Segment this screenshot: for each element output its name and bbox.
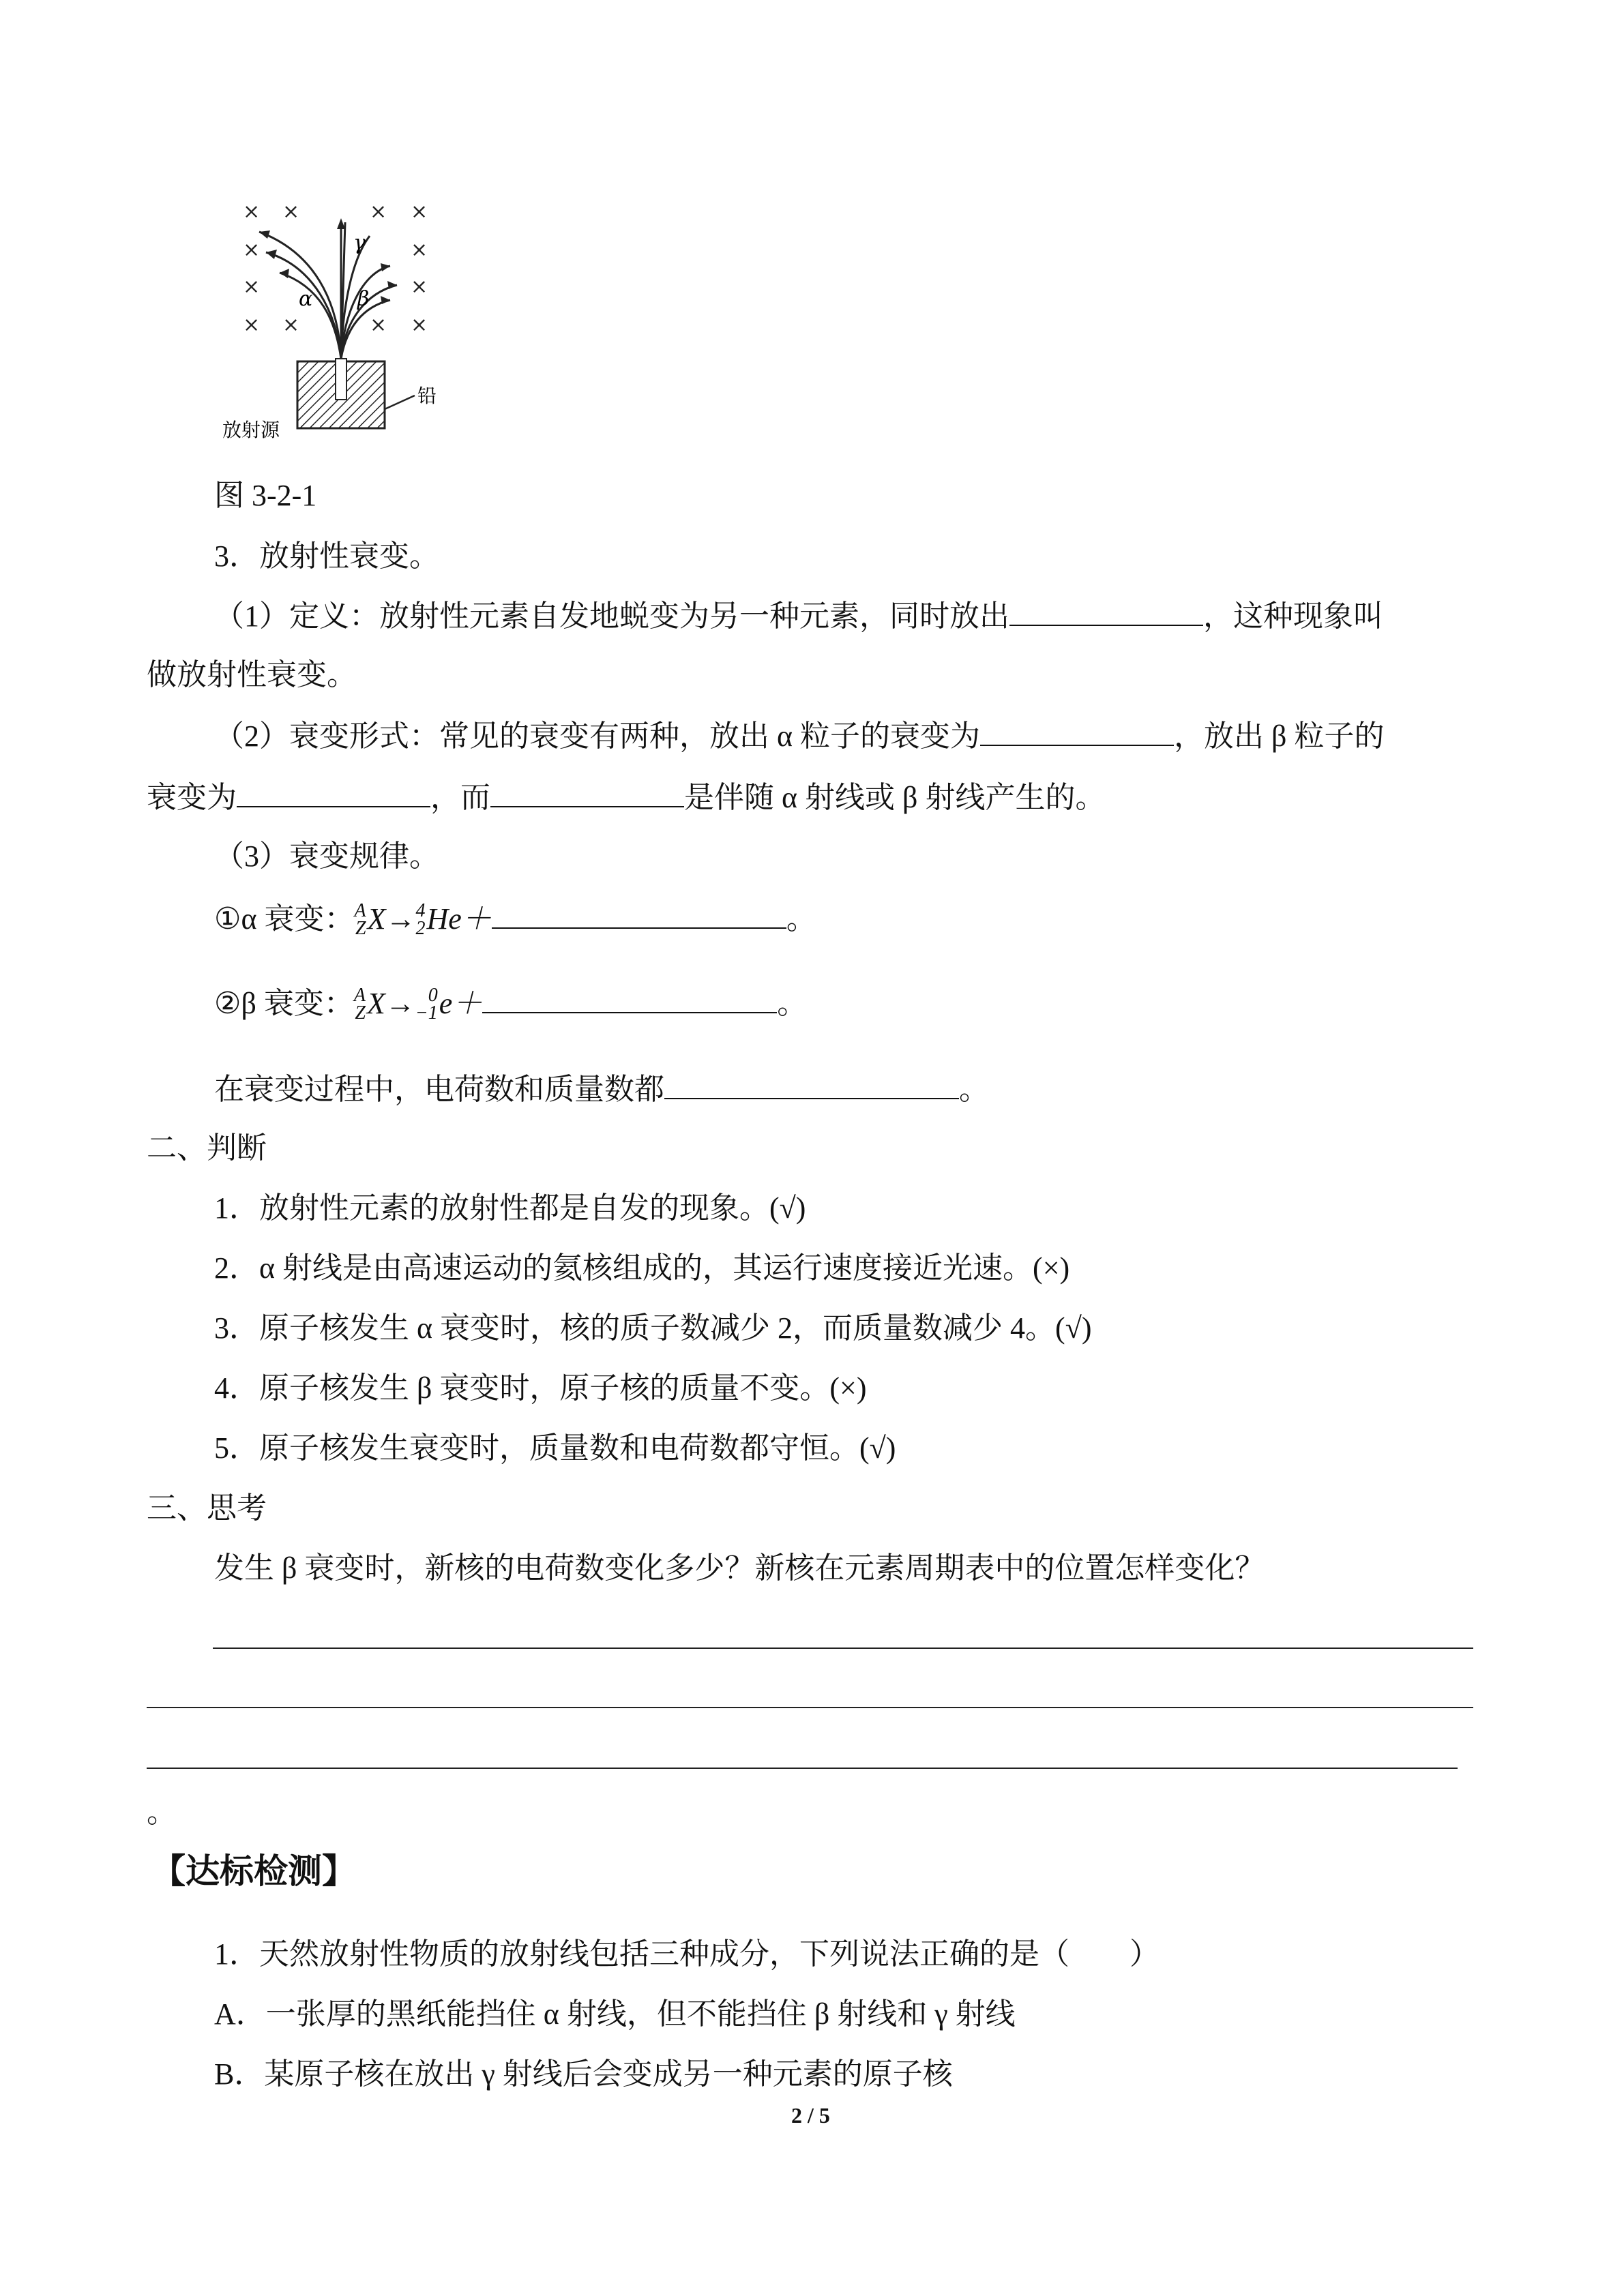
answer-blank[interactable]: [490, 776, 684, 807]
field-cross: ×: [282, 313, 300, 337]
field-cross: ×: [243, 238, 261, 262]
field-cross: ×: [243, 313, 261, 337]
definition-line-cont: 做放射性衰变。: [147, 658, 357, 691]
answer-blank[interactable]: [482, 982, 777, 1013]
thinking-question: 发生 β 衰变时，新核的电荷数变化多少？新核在元素周期表中的位置怎样变化？: [214, 1551, 1265, 1585]
field-cross: ×: [243, 200, 261, 224]
definition-line: （1）定义：放射性元素自发地蜕变为另一种元素，同时放出 ，这种现象叫: [214, 595, 1383, 637]
lead-label: 铅: [417, 385, 437, 407]
field-cross: ×: [370, 200, 387, 224]
answer-line[interactable]: [213, 1648, 1473, 1649]
answer-blank[interactable]: [1009, 595, 1203, 626]
field-cross: ×: [411, 313, 428, 337]
gamma-label: γ: [353, 231, 366, 255]
judgement-item: 4．原子核发生 β 衰变时，原子核的质量不变。(×): [214, 1371, 867, 1405]
field-cross: ×: [411, 238, 428, 262]
answer-blank[interactable]: [492, 897, 786, 929]
answer-line[interactable]: [147, 1768, 1458, 1769]
answer-blank[interactable]: [237, 776, 430, 807]
judgement-item: 1．放射性元素的放射性都是自发的现象。(√): [214, 1191, 806, 1225]
question-1: 1．天然放射性物质的放射线包括三种成分，下列说法正确的是（ ）: [214, 1937, 1160, 1971]
page-number: 2 / 5: [791, 2103, 830, 2128]
field-cross: ×: [370, 313, 387, 337]
answer-blank[interactable]: [980, 715, 1174, 746]
answer-line[interactable]: [147, 1707, 1473, 1708]
radiation-deflection-diagram: [211, 198, 457, 450]
decay-rule-title: （3）衰变规律。: [214, 839, 439, 873]
field-cross: ×: [411, 200, 428, 224]
source-label: 放射源: [222, 419, 280, 441]
conservation-line: 在衰变过程中，电荷数和质量数都 。: [214, 1068, 989, 1110]
figure-caption: 图 3-2-1: [214, 479, 317, 512]
judgement-item: 2．α 射线是由高速运动的氦核组成的，其运行速度接近光速。(×): [214, 1251, 1070, 1285]
judgement-item: 3．原子核发生 α 衰变时，核的质子数减少 2，而质量数减少 4。(√): [214, 1311, 1092, 1345]
thinking-heading: 三、思考: [147, 1491, 267, 1525]
option-a: A．一张厚的黑纸能挡住 α 射线，但不能挡住 β 射线和 γ 射线: [214, 1997, 1016, 2031]
alpha-decay-equation: ①α 衰变： A Z X→ 4 2 He＋ 。: [214, 897, 816, 940]
alpha-label: α: [299, 287, 313, 311]
field-cross: ×: [243, 275, 261, 299]
option-b: B．某原子核在放出 γ 射线后会变成另一种元素的原子核: [214, 2057, 953, 2091]
beta-decay-equation: ②β 衰变： A Z X→ 0 −1 e＋ 。: [214, 982, 807, 1024]
decay-form-line: （2）衰变形式：常见的衰变有两种，放出 α 粒子的衰变为 ，放出 β 粒子的: [214, 715, 1384, 757]
item3-title: 3．放射性衰变。: [214, 539, 439, 573]
field-cross: ×: [282, 200, 300, 224]
judgement-heading: 二、判断: [147, 1131, 267, 1165]
answer-end-mark: 。: [147, 1795, 177, 1829]
field-cross: ×: [411, 275, 428, 299]
answer-blank[interactable]: [664, 1068, 959, 1099]
beta-label: β: [357, 287, 370, 311]
check-heading: 【达标检测】: [151, 1852, 356, 1890]
judgement-item: 5．原子核发生衰变时，质量数和电荷数都守恒。(√): [214, 1431, 896, 1465]
decay-form-line-cont: 衰变为 ，而 是伴随 α 射线或 β 射线产生的。: [147, 776, 1105, 818]
